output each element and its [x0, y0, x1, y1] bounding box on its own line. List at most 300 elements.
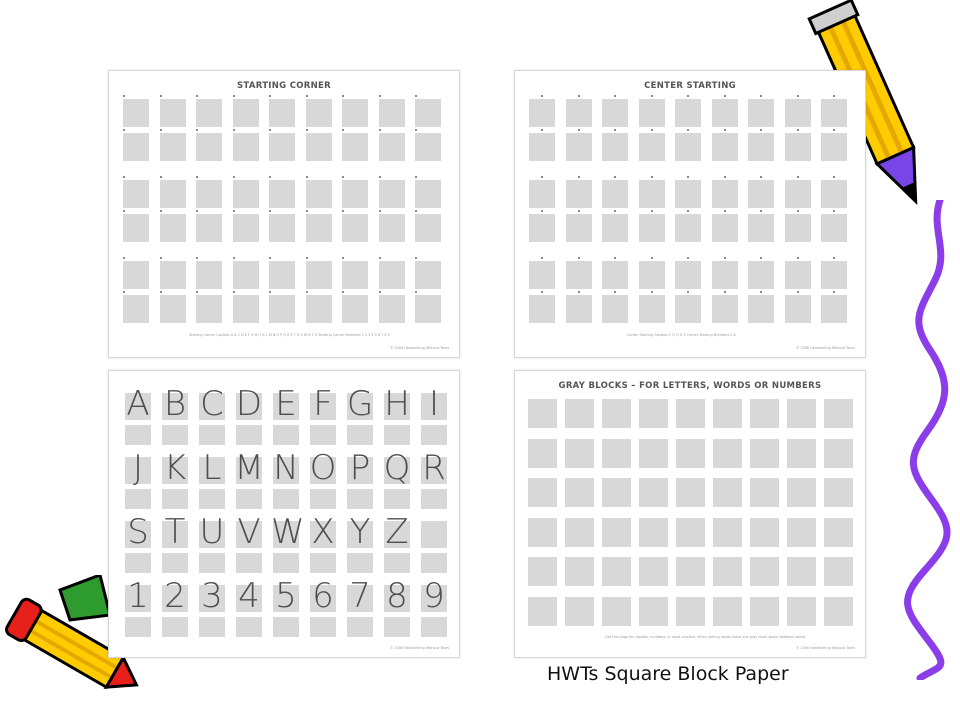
practice-character: 8 [386, 576, 408, 616]
starting-dot [269, 129, 271, 131]
gray-block [824, 557, 853, 586]
gray-block [379, 133, 405, 161]
gray-block [528, 399, 557, 428]
gray-block [639, 261, 665, 289]
starting-dot [306, 129, 308, 131]
gray-block [306, 99, 332, 127]
gray-block [824, 478, 853, 507]
starting-dot [614, 176, 616, 178]
practice-character: Z [385, 512, 409, 552]
starting-dot [306, 257, 308, 259]
gray-block [310, 553, 336, 573]
gray-block [196, 261, 222, 289]
gray-block [785, 261, 811, 289]
starting-dot [578, 176, 580, 178]
gray-block [787, 439, 816, 468]
starting-dot [760, 129, 762, 131]
starting-dot [797, 176, 799, 178]
starting-dot [196, 129, 198, 131]
practice-character: 7 [349, 576, 371, 616]
gray-block [236, 553, 262, 573]
gray-block [347, 489, 373, 509]
starting-dot [269, 257, 271, 259]
gray-block [162, 489, 188, 509]
gray-block [528, 478, 557, 507]
starting-dot [578, 210, 580, 212]
starting-dot [651, 291, 653, 293]
gray-block [602, 439, 631, 468]
starting-dot [687, 95, 689, 97]
gray-block [160, 295, 186, 323]
gray-block [750, 597, 779, 626]
practice-character: 9 [423, 576, 445, 616]
starting-dot [760, 257, 762, 259]
gray-block [306, 295, 332, 323]
gray-block [565, 597, 594, 626]
gray-block [384, 617, 410, 637]
practice-character: B [163, 384, 187, 424]
gray-block [347, 617, 373, 637]
gray-block [233, 214, 259, 242]
gray-block [160, 180, 186, 208]
practice-character: X [311, 512, 335, 552]
gray-block [787, 597, 816, 626]
gray-block [566, 133, 592, 161]
gray-block [233, 180, 259, 208]
practice-character: L [202, 448, 222, 488]
gray-block [713, 597, 742, 626]
starting-dot [541, 176, 543, 178]
gray-block [415, 133, 441, 161]
starting-dot [541, 210, 543, 212]
gray-block [675, 133, 701, 161]
gray-block [748, 295, 774, 323]
practice-character: 3 [201, 576, 223, 616]
gray-block [273, 489, 299, 509]
gray-block [123, 180, 149, 208]
starting-dot [797, 95, 799, 97]
gray-block [415, 295, 441, 323]
gray-block [602, 180, 628, 208]
gray-block [384, 425, 410, 445]
starting-dot [415, 95, 417, 97]
gray-block [306, 214, 332, 242]
starting-dot [541, 95, 543, 97]
starting-dot [651, 210, 653, 212]
starting-dot [123, 210, 125, 212]
gray-block [528, 439, 557, 468]
gray-block [750, 399, 779, 428]
starting-dot [123, 257, 125, 259]
gray-block [123, 295, 149, 323]
starting-dot [651, 129, 653, 131]
starting-dot [797, 129, 799, 131]
practice-character: I [428, 384, 440, 424]
starting-dot [614, 210, 616, 212]
starting-dot [833, 210, 835, 212]
gray-block [676, 518, 705, 547]
starting-dot [541, 291, 543, 293]
gray-block [123, 214, 149, 242]
sheet-footer-note: Center Starting Capitals C O Q G S Center Starting Numbers 0 8 [627, 333, 736, 337]
gray-block [162, 617, 188, 637]
gray-block [529, 133, 555, 161]
starting-dot [578, 129, 580, 131]
gray-block [748, 214, 774, 242]
starting-dot [724, 129, 726, 131]
starting-dot [760, 210, 762, 212]
starting-dot [123, 129, 125, 131]
starting-dot [651, 95, 653, 97]
sheet-copyright: © 2008 Handwriting Without Tears [389, 646, 449, 650]
gray-block [233, 295, 259, 323]
gray-block [236, 489, 262, 509]
gray-block [639, 439, 668, 468]
gray-block [342, 261, 368, 289]
gray-block [712, 261, 738, 289]
starting-dot [614, 257, 616, 259]
gray-block [199, 489, 225, 509]
gray-block [529, 295, 555, 323]
starting-dot [797, 257, 799, 259]
starting-dot [760, 176, 762, 178]
gray-block [199, 617, 225, 637]
gray-block [421, 521, 447, 548]
gray-block [160, 261, 186, 289]
sheet-title: CENTER STARTING [644, 81, 736, 91]
starting-dot [415, 291, 417, 293]
gray-block [639, 518, 668, 547]
gray-block [529, 99, 555, 127]
starting-dot [614, 129, 616, 131]
gray-block [196, 99, 222, 127]
gray-block [236, 617, 262, 637]
starting-dot [833, 95, 835, 97]
gray-block [787, 478, 816, 507]
starting-dot [760, 291, 762, 293]
gray-block [750, 557, 779, 586]
gray-block [565, 518, 594, 547]
gray-block [639, 180, 665, 208]
starting-dot [342, 95, 344, 97]
gray-block [273, 425, 299, 445]
gray-block [306, 180, 332, 208]
practice-character: A [126, 384, 150, 424]
gray-block [310, 425, 336, 445]
practice-character: H [384, 384, 410, 424]
gray-block [821, 295, 847, 323]
starting-dot [342, 210, 344, 212]
starting-dot [651, 257, 653, 259]
starting-dot [541, 257, 543, 259]
gray-block [342, 295, 368, 323]
gray-block [125, 553, 151, 573]
gray-block [787, 518, 816, 547]
gray-blocks-sheet [514, 370, 866, 658]
gray-block [196, 214, 222, 242]
gray-block [415, 99, 441, 127]
gray-block [199, 553, 225, 573]
gray-block [712, 99, 738, 127]
practice-character: 4 [238, 576, 260, 616]
gray-block [123, 99, 149, 127]
purple-squiggle-line [880, 200, 960, 680]
practice-character: D [235, 384, 263, 424]
gray-block [233, 133, 259, 161]
starting-dot [379, 210, 381, 212]
gray-block [236, 425, 262, 445]
practice-character: 6 [312, 576, 334, 616]
gray-block [384, 489, 410, 509]
gray-block [785, 99, 811, 127]
starting-dot [760, 95, 762, 97]
gray-block [676, 597, 705, 626]
gray-block [639, 214, 665, 242]
gray-block [306, 261, 332, 289]
gray-block [785, 133, 811, 161]
gray-block [639, 399, 668, 428]
starting-dot [342, 176, 344, 178]
gray-block [639, 557, 668, 586]
starting-dot [342, 129, 344, 131]
gray-block [379, 99, 405, 127]
gray-block [528, 518, 557, 547]
starting-dot [379, 257, 381, 259]
gray-block [421, 553, 447, 573]
gray-block [602, 295, 628, 323]
gray-block [748, 180, 774, 208]
sheet-footer-note: Use this page for capitals, numbers, or word practice. When writing words leave one gray block space between words. [605, 635, 807, 639]
starting-dot [269, 95, 271, 97]
gray-block [675, 99, 701, 127]
gray-block [639, 99, 665, 127]
gray-block [824, 597, 853, 626]
starting-dot [306, 210, 308, 212]
practice-character: Y [349, 512, 371, 552]
gray-block [196, 295, 222, 323]
gray-block [675, 214, 701, 242]
gray-block [712, 214, 738, 242]
starting-dot [687, 291, 689, 293]
gray-block [379, 214, 405, 242]
gray-block [602, 399, 631, 428]
starting-dot [833, 257, 835, 259]
starting-dot [269, 176, 271, 178]
starting-dot [196, 210, 198, 212]
gray-block [824, 518, 853, 547]
gray-block [639, 478, 668, 507]
gray-block [748, 99, 774, 127]
gray-block [199, 425, 225, 445]
gray-block [306, 133, 332, 161]
gray-block [602, 518, 631, 547]
gray-block [675, 295, 701, 323]
gray-block [310, 489, 336, 509]
gray-block [421, 425, 447, 445]
gray-block [123, 261, 149, 289]
practice-character: U [199, 512, 225, 552]
starting-dot [651, 176, 653, 178]
gray-block [787, 557, 816, 586]
gray-block [125, 617, 151, 637]
gray-block [342, 133, 368, 161]
gray-block [676, 439, 705, 468]
starting-dot [415, 176, 417, 178]
gray-block [125, 425, 151, 445]
starting-dot [797, 291, 799, 293]
practice-character: F [313, 384, 333, 424]
gray-block [310, 617, 336, 637]
gray-block [125, 489, 151, 509]
starting-dot [269, 210, 271, 212]
gray-block [750, 518, 779, 547]
practice-character: V [237, 512, 261, 552]
gray-block [415, 180, 441, 208]
practice-character: T [164, 512, 186, 552]
gray-block [528, 597, 557, 626]
starting-dot [578, 95, 580, 97]
starting-dot [724, 210, 726, 212]
practice-character: 5 [275, 576, 297, 616]
gray-block [233, 99, 259, 127]
practice-character: Q [383, 448, 411, 488]
gray-block [824, 439, 853, 468]
gray-block [379, 295, 405, 323]
alphabet-sheet [108, 370, 460, 658]
starting-dot [687, 210, 689, 212]
gray-block [713, 518, 742, 547]
starting-dot [123, 95, 125, 97]
gray-block [565, 557, 594, 586]
gray-block [123, 133, 149, 161]
gray-block [639, 597, 668, 626]
sheet-title: STARTING CORNER [237, 81, 331, 91]
starting-dot [160, 129, 162, 131]
gray-block [821, 133, 847, 161]
gray-block [602, 478, 631, 507]
gray-block [160, 99, 186, 127]
gray-block [565, 478, 594, 507]
gray-block [787, 399, 816, 428]
gray-block [676, 557, 705, 586]
practice-character: P [349, 448, 371, 488]
starting-dot [196, 176, 198, 178]
starting-corner-sheet [108, 70, 460, 358]
gray-block [269, 133, 295, 161]
gray-block [748, 261, 774, 289]
gray-block [750, 478, 779, 507]
gray-block [821, 180, 847, 208]
gray-block [415, 214, 441, 242]
gray-block [821, 261, 847, 289]
gray-block [565, 399, 594, 428]
gray-block [602, 99, 628, 127]
starting-dot [833, 129, 835, 131]
starting-dot [614, 95, 616, 97]
starting-dot [233, 257, 235, 259]
practice-character: R [422, 448, 446, 488]
gray-block [639, 133, 665, 161]
starting-dot [160, 257, 162, 259]
practice-character: 2 [164, 576, 186, 616]
practice-character: O [309, 448, 337, 488]
gray-block [269, 214, 295, 242]
starting-dot [578, 291, 580, 293]
starting-dot [342, 257, 344, 259]
gray-block [160, 214, 186, 242]
starting-dot [379, 129, 381, 131]
starting-dot [541, 129, 543, 131]
gray-block [748, 133, 774, 161]
gray-block [713, 439, 742, 468]
gray-block [566, 99, 592, 127]
sheet-copyright: © 2008 Handwriting Without Tears [389, 346, 449, 350]
gray-block [162, 425, 188, 445]
gray-block [269, 295, 295, 323]
gray-block [196, 180, 222, 208]
gray-block [566, 214, 592, 242]
starting-dot [160, 95, 162, 97]
practice-character: 1 [127, 576, 149, 616]
gray-block [269, 180, 295, 208]
practice-character: N [273, 448, 299, 488]
slide-caption: HWTs Square Block Paper [547, 663, 789, 685]
gray-block [342, 180, 368, 208]
gray-block [347, 553, 373, 573]
gray-block [676, 399, 705, 428]
starting-dot [833, 176, 835, 178]
gray-block [162, 553, 188, 573]
gray-block [529, 180, 555, 208]
gray-block [713, 478, 742, 507]
practice-character: K [163, 448, 187, 488]
starting-dot [379, 291, 381, 293]
gray-block [750, 439, 779, 468]
gray-block [273, 553, 299, 573]
starting-dot [724, 291, 726, 293]
gray-block [421, 617, 447, 637]
starting-dot [379, 176, 381, 178]
gray-block [233, 261, 259, 289]
gray-block [821, 99, 847, 127]
gray-block [269, 261, 295, 289]
gray-block [342, 99, 368, 127]
starting-dot [306, 95, 308, 97]
starting-dot [233, 95, 235, 97]
gray-block [347, 425, 373, 445]
starting-dot [797, 210, 799, 212]
practice-character: M [234, 448, 264, 488]
practice-character: W [271, 512, 305, 552]
gray-block [602, 557, 631, 586]
gray-block [379, 180, 405, 208]
starting-dot [196, 95, 198, 97]
practice-character: G [346, 384, 374, 424]
starting-dot [123, 291, 125, 293]
gray-block [566, 261, 592, 289]
practice-character: S [127, 512, 149, 552]
starting-dot [233, 291, 235, 293]
starting-dot [415, 129, 417, 131]
center-starting-sheet [514, 70, 866, 358]
gray-block [675, 180, 701, 208]
gray-block [712, 180, 738, 208]
gray-block [676, 478, 705, 507]
starting-dot [233, 176, 235, 178]
starting-dot [687, 129, 689, 131]
starting-dot [415, 257, 417, 259]
starting-dot [306, 291, 308, 293]
